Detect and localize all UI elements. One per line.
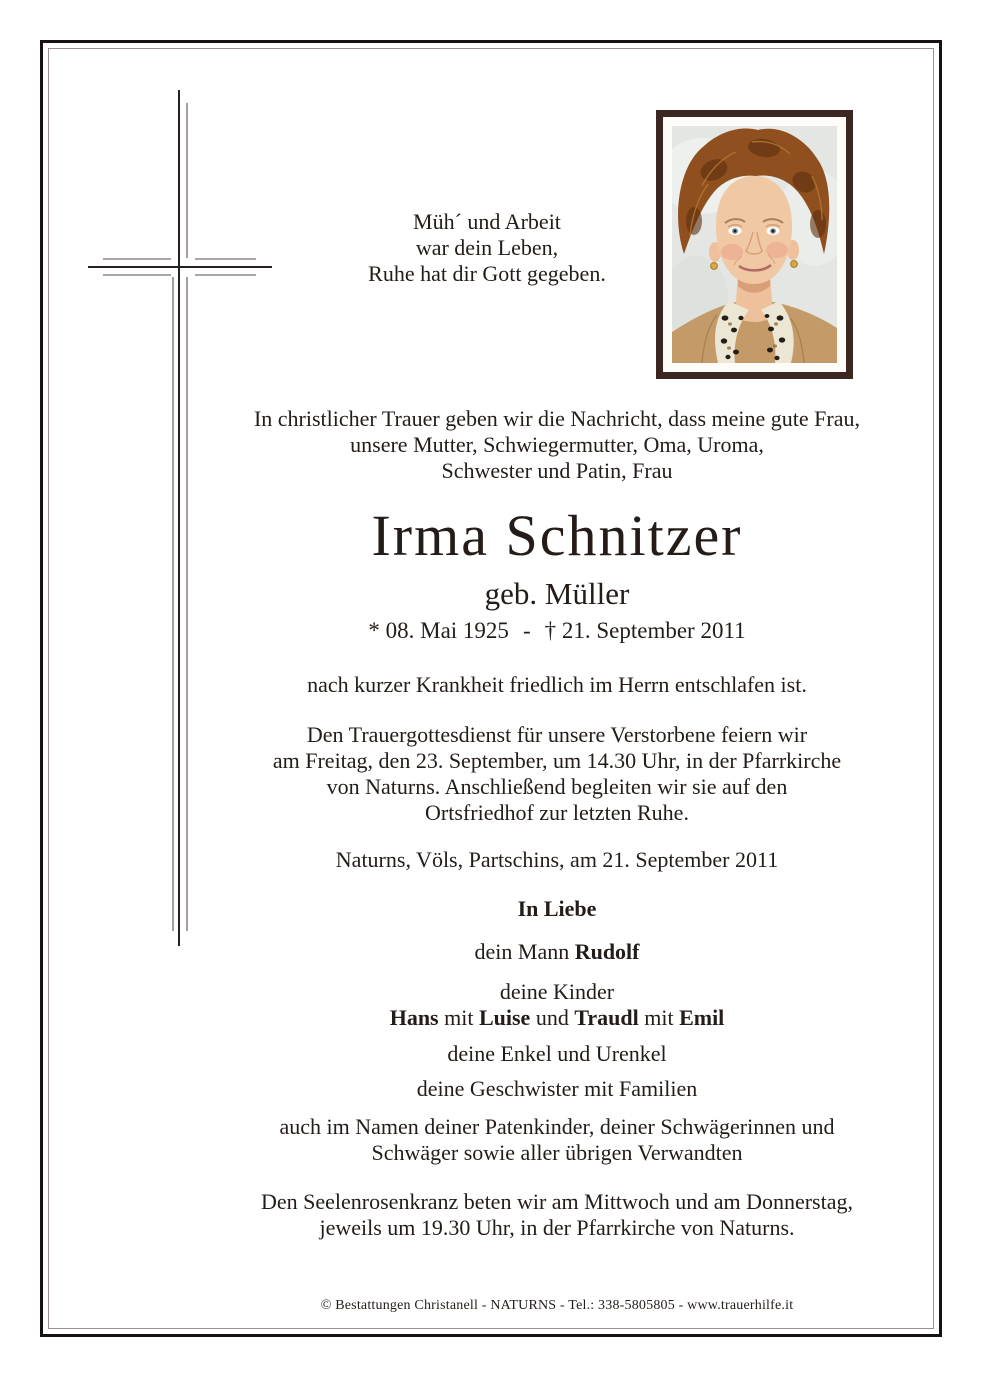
service-line: Ortsfriedhof zur letzten Ruhe. xyxy=(425,800,689,825)
child-spouse-name: Emil xyxy=(679,1005,725,1030)
service-line: am Freitag, den 23. September, um 14.30 Uhr, in der Pfarrkirche xyxy=(272,748,842,773)
rosary-notice xyxy=(172,1189,942,1241)
relatives-line: auch im Namen deiner Patenkinder, deiner Schwägerinnen und xyxy=(279,1114,835,1139)
relatives-block xyxy=(172,1114,942,1166)
announcement-line: In christlicher Trauer geben wir die Nachricht, dass meine gute Frau, xyxy=(253,406,861,431)
maiden-name: geb. Müller xyxy=(484,576,630,611)
child-name: Traudl xyxy=(574,1005,639,1030)
children-block xyxy=(172,979,942,1031)
husband-name: Rudolf xyxy=(574,939,640,964)
service-line: von Naturns. Anschließend begleiten wir sie auf den xyxy=(326,774,788,799)
service-details xyxy=(172,722,942,826)
verse-line: war dein Leben, xyxy=(415,235,559,260)
children-separator: mit xyxy=(438,1005,479,1030)
children-label: deine Kinder xyxy=(499,979,615,1004)
children-line xyxy=(172,1005,942,1031)
dates-separator: - xyxy=(522,618,531,643)
husband-line xyxy=(172,939,942,965)
footer-credit: © Bestattungen Christanell - NATURNS - Tel.: 338-5805805 - www.trauerhilfe.it xyxy=(320,1298,794,1313)
service-line: Den Trauergottesdienst für unsere Verstorbene feiern wir xyxy=(306,722,808,747)
place-dateline: Naturns, Völs, Partschins, am 21. September 2011 xyxy=(335,847,779,872)
death-date: † 21. September 2011 xyxy=(544,618,746,643)
child-spouse-name: Luise xyxy=(478,1005,531,1030)
verse-line: Ruhe hat dir Gott gegeben. xyxy=(368,261,606,286)
announcement-line: unsere Mutter, Schwiegermutter, Oma, Uroma, xyxy=(350,432,764,457)
siblings-line: deine Geschwister mit Familien xyxy=(416,1076,698,1101)
portrait-illustration xyxy=(672,126,837,363)
closing-phrase: In Liebe xyxy=(517,896,597,921)
verse-line: Müh´ und Arbeit xyxy=(413,209,561,234)
relatives-line: Schwäger sowie aller übrigen Verwandten xyxy=(371,1140,743,1165)
husband-prefix: dein Mann xyxy=(474,939,575,964)
child-name: Hans xyxy=(389,1005,439,1030)
children-separator: und xyxy=(530,1005,575,1030)
rosary-line: Den Seelenrosenkranz beten wir am Mittwoch und am Donnerstag, xyxy=(261,1189,853,1214)
deceased-name: Irma Schnitzer xyxy=(371,503,743,568)
announcement xyxy=(172,406,942,484)
birth-date: * 08. Mai 1925 xyxy=(368,618,509,643)
children-separator: mit xyxy=(638,1005,680,1030)
life-dates xyxy=(172,616,942,646)
passing-line: nach kurzer Krankheit friedlich im Herrn entschlafen ist. xyxy=(307,672,807,697)
grandchildren-line: deine Enkel und Urenkel xyxy=(447,1041,667,1066)
announcement-line: Schwester und Patin, Frau xyxy=(441,458,673,483)
memorial-verse xyxy=(287,209,687,287)
rosary-line: jeweils um 19.30 Uhr, in der Pfarrkirche von Naturns. xyxy=(319,1215,795,1240)
